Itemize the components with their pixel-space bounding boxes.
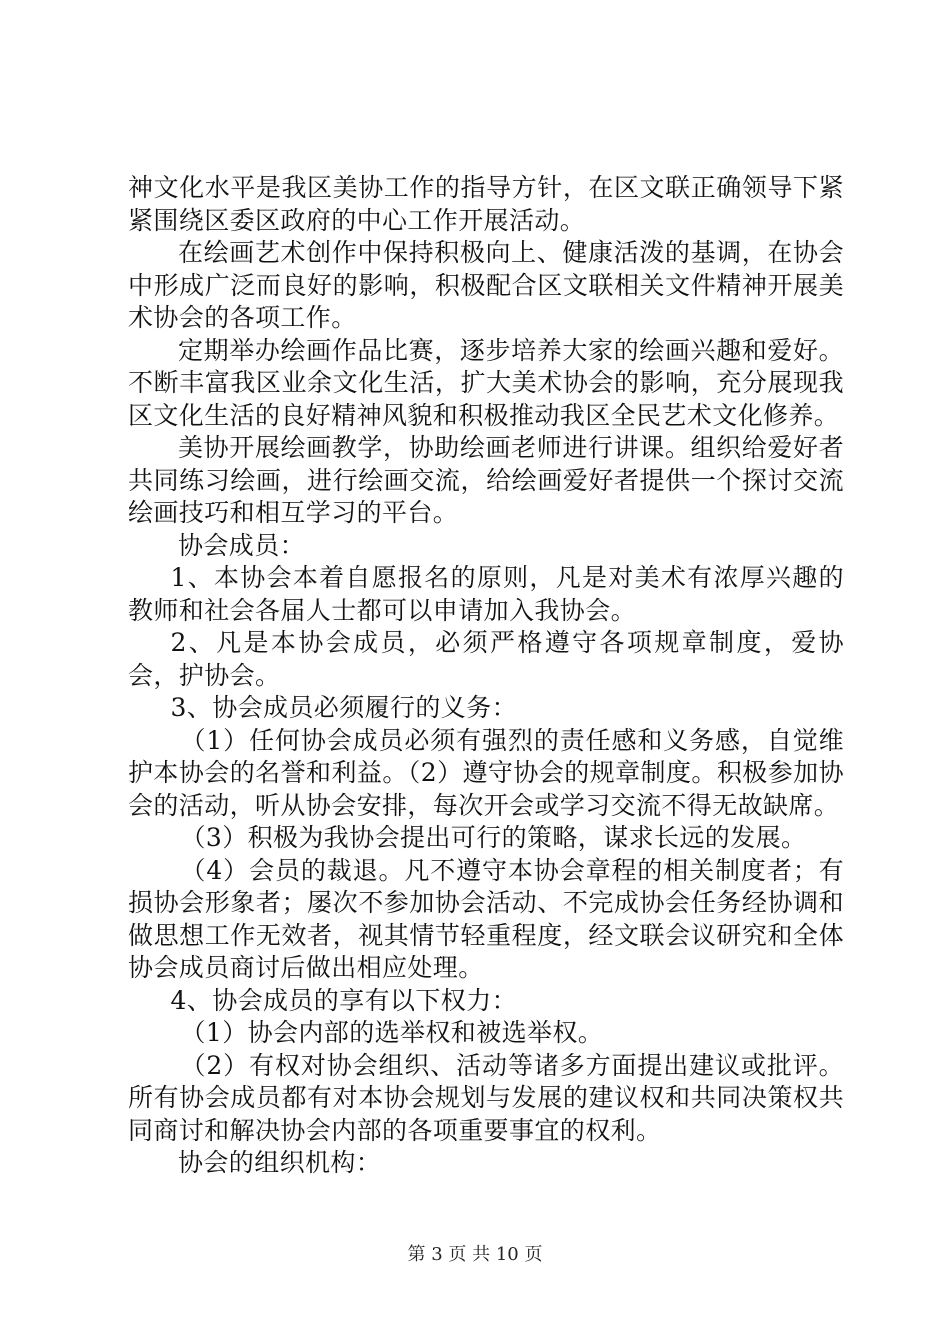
member-rule-4: 4、协会成员的享有以下权力： [170,985,518,1015]
document-body [128,172,844,1180]
page-number-footer: 第 3 页 共 10 页 [407,1244,543,1265]
member-rule-3: 3、协会成员必须履行的义务： [170,693,518,722]
section-heading-organization: 协会的组织机构： [178,1148,382,1177]
section-heading-members: 协会成员： [178,530,306,560]
right-item-2: （2）有权对协会组织、活动等诸多方面提出建议或批评。所有协会成员都有对本协会规划与发展的建议权和共同决策权共同商讨和解决协会内部的各项重要事宜的权利。 [128,1050,844,1145]
duty-item-1-2: （1）任何协会成员必须有强烈的责任感和义务感，自觉维护本协会的名誉和利益。（2）遵守协会的规章制度。积极参加协会的活动，听从协会安排，每次开会或学习交流不得无故缺席。 [128,725,844,820]
paragraph-teaching: 美协开展绘画教学，协助绘画老师进行讲课。组织给爱好者共同练习绘画，进行绘画交流，给绘画爱好者提供一个探讨交流绘画技巧和相互学习的平台。 [128,433,844,527]
paragraph-intro-continuation: 神文化水平是我区美协工作的指导方针，在区文联正确领导下紧紧围绕区委区政府的中心工作开展活动。 [128,173,844,235]
paragraph-competitions: 定期举办绘画作品比赛，逐步培养大家的绘画兴趣和爱好。不断丰富我区业余文化生活，扩大美术协会的影响，充分展现我区文化生活的良好精神风貌和积极推动我区全民艺术文化修养。 [128,335,844,430]
member-rule-1: 1、本协会本着自愿报名的原则，凡是对美术有浓厚兴趣的教师和社会各届人士都可以申请加入我协会。 [128,563,844,625]
duty-item-3: （3）积极为我协会提出可行的策略，谋求长远的发展。 [180,823,807,852]
right-item-1: （1）协会内部的选举权和被选举权。 [180,1018,604,1047]
paragraph-art-creation: 在绘画艺术创作中保持积极向上、健康活泼的基调，在协会中形成广泛而良好的影响，积极配合区文联相关文件精神开展美术协会的各项工作。 [128,238,844,332]
member-rule-2: 2、凡是本协会成员，必须严格遵守各项规章制度，爱协会，护协会。 [128,628,844,690]
duty-item-4: （4）会员的裁退。凡不遵守本协会章程的相关制度者；有损协会形象者；屡次不参加协会活动、不完成协会任务经协调和做思想工作无效者，视其情节轻重程度，经文联会议研究和全体协会成员商讨后做出相应处理。 [128,855,844,982]
